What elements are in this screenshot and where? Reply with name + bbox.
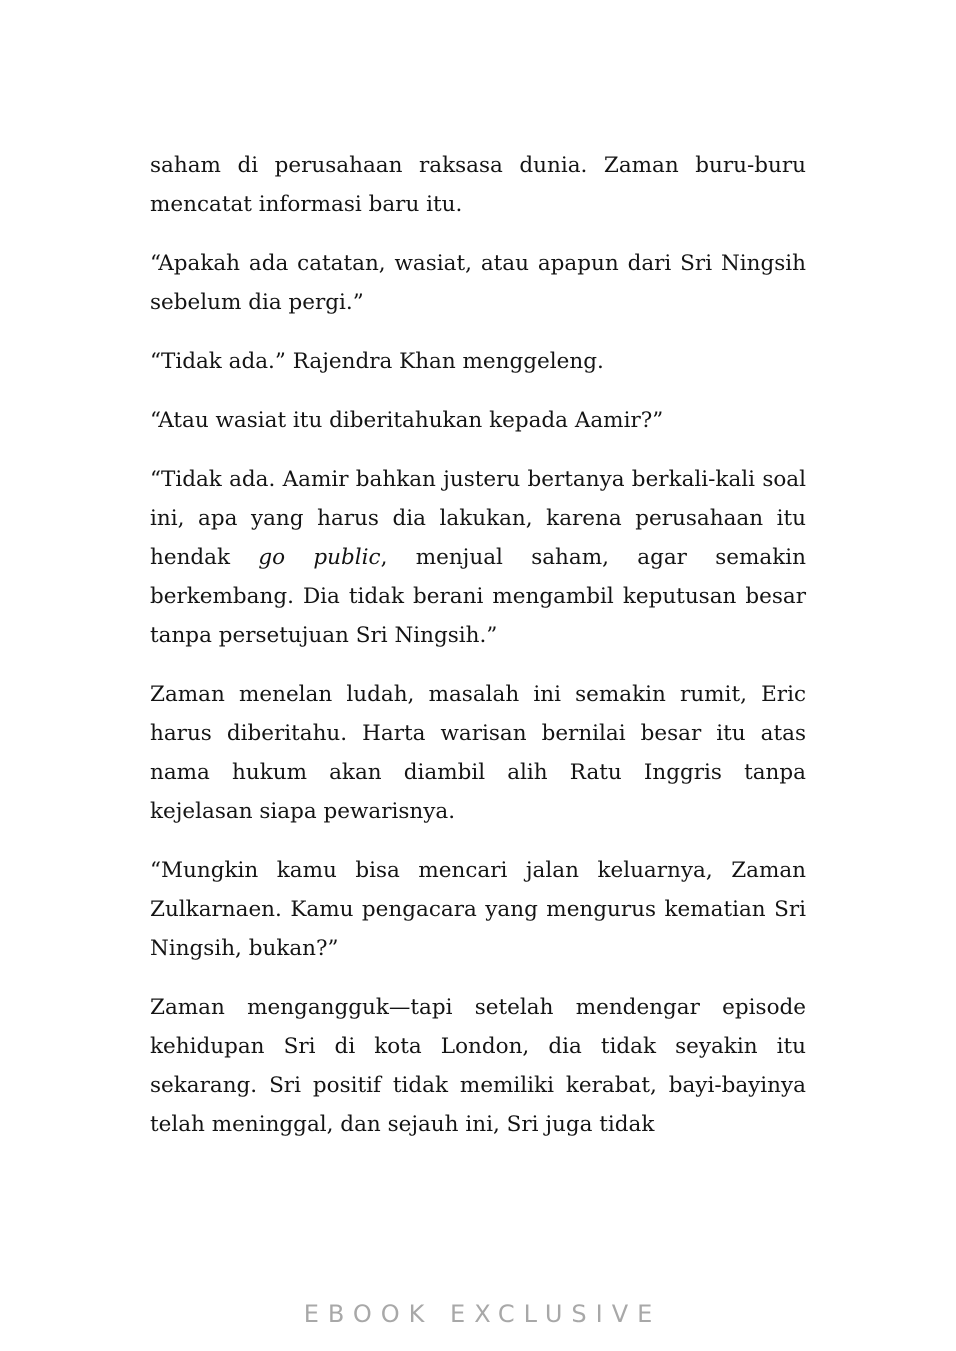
paragraph-5-text-end: , menjual saham, agar semakin berkembang. Dia tidak berani mengambil keputusan besar tanpa persetujuan Sri Ningsih.” — [150, 545, 806, 648]
paragraph-1: saham di perusahaan raksasa dunia. Zaman buru-buru mencatat informasi baru itu. — [150, 153, 806, 217]
paragraph-6: Zaman menelan ludah, masalah ini semakin rumit, Eric harus diberitahu. Harta warisan bernilai besar itu atas nama hukum akan diambil alih Ratu Inggris tanpa kejelasan siapa pewarisnya. — [150, 682, 806, 824]
paragraph-8: Zaman mengangguk—tapi setelah mendengar episode kehidupan Sri di kota London, dia tidak seyakin itu sekarang. Sri positif tidak memiliki kerabat, bayi-bayinya telah meninggal, dan sejauh ini, Sri juga tidak — [150, 995, 806, 1137]
paragraph-5 — [150, 460, 806, 655]
paragraph-7: “Mungkin kamu bisa mencari jalan keluarnya, Zaman Zulkarnaen. Kamu pengacara yang mengurus kematian Sri Ningsih, bukan?” — [150, 858, 806, 961]
paragraph-4: “Atau wasiat itu diberitahukan kepada Aamir?” — [150, 408, 664, 433]
paragraph-2: “Apakah ada catatan, wasiat, atau apapun dari Sri Ningsih sebelum dia pergi.” — [150, 251, 806, 315]
page-body — [150, 146, 806, 1164]
paragraph-3: “Tidak ada.” Rajendra Khan menggeleng. — [150, 349, 604, 374]
footer-label: EBOOK EXCLUSIVE — [303, 1300, 662, 1328]
paragraph-5-text-start: “Tidak ada. Aamir bahkan justeru bertanya berkali-kali soal ini, apa yang harus dia lakukan, karena perusahaan itu hendak — [150, 467, 806, 570]
paragraph-5-italic-phrase: go public — [258, 545, 381, 570]
